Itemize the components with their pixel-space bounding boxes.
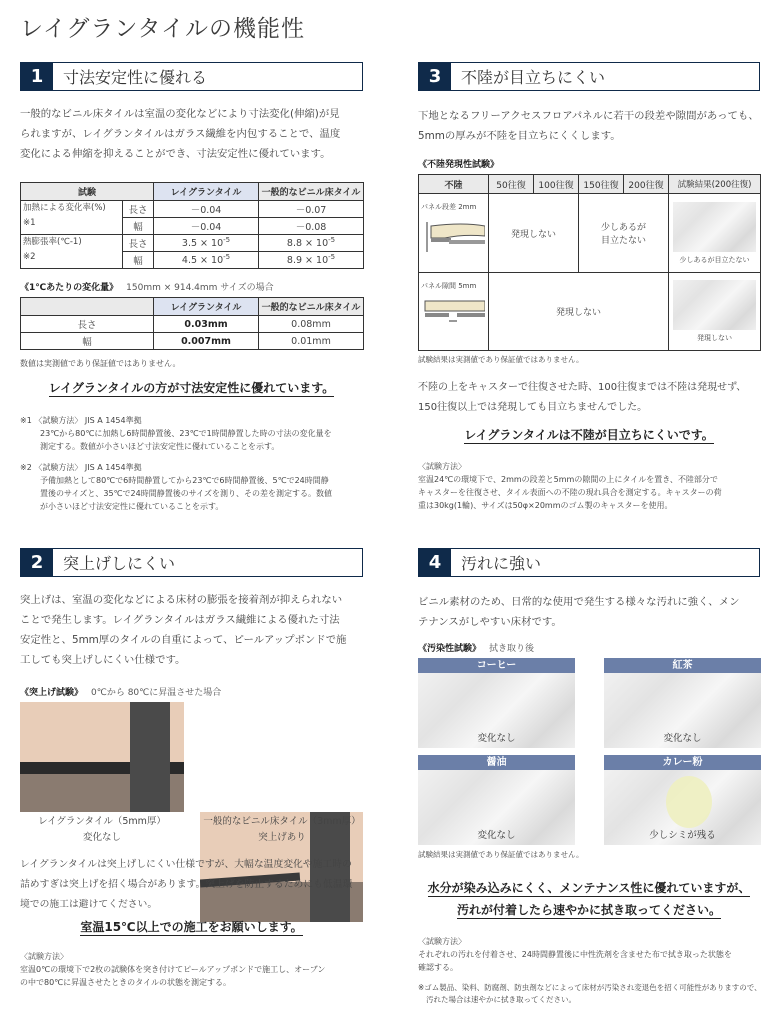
cell: 長さ xyxy=(21,316,154,333)
row-group xyxy=(21,235,123,269)
test-label xyxy=(20,685,221,698)
col-header: レイグランタイル xyxy=(154,298,259,316)
stain-tile-curry xyxy=(604,755,761,845)
caption-text: 一般的なビニル床タイル（3mm厚） xyxy=(203,816,361,827)
tile-header: 醤油 xyxy=(418,755,575,770)
row-label: パネル隙間 5mm xyxy=(421,282,477,290)
text-line: 〈試験方法〉 xyxy=(418,462,466,471)
cell: －0.04 xyxy=(154,218,259,235)
col-header: 200往復 xyxy=(624,175,669,194)
cell xyxy=(154,252,259,269)
group-note: ※1 xyxy=(23,218,36,228)
cell: 幅 xyxy=(123,252,154,269)
s2-method xyxy=(20,950,390,989)
col-header: レイグランタイル xyxy=(154,183,259,201)
photo-caption xyxy=(192,814,372,846)
tile-result: 少しシミが残る xyxy=(649,830,716,841)
conclusion-text: レイグランタイルは不陸が目立ちにくいです。 xyxy=(464,428,714,442)
s4-intro xyxy=(418,592,778,632)
conclusion-text: 水分が染み込みにくく、メンテナンス性に優れていますが、 xyxy=(427,881,751,895)
caption-text: レイグランタイル（5mm厚） xyxy=(38,816,166,827)
photo-caption: 少しあるが目立たない xyxy=(679,255,750,264)
text-line: ※1 〈試験方法〉 JIS A 1454準拠 xyxy=(20,416,142,425)
tile-photo xyxy=(418,770,575,845)
caption-result: 変化なし xyxy=(82,832,121,843)
label-sub: 拭き取り後 xyxy=(489,644,535,654)
section-2-header xyxy=(20,548,363,577)
value: 8.8 × 10 xyxy=(286,238,329,250)
col-header: 一般的なビニル床タイル xyxy=(259,298,364,316)
cell: 幅 xyxy=(21,333,154,350)
photo-caption xyxy=(20,814,184,846)
value: 8.9 × 10 xyxy=(286,255,329,267)
text-line: 下地となるフリーアクセスフロアパネルに若干の段差や隙間があっても、 xyxy=(418,110,759,122)
exponent: -5 xyxy=(223,253,231,262)
tile-result: 変化なし xyxy=(663,733,702,744)
section-number: 1 xyxy=(21,63,53,90)
text-line: 一般的なビニル床タイルは室温の変化などにより寸法変化(伸縮)が見 xyxy=(20,108,340,120)
cell xyxy=(259,235,364,252)
col-header: 150往復 xyxy=(579,175,624,194)
cell: －0.08 xyxy=(259,218,364,235)
disclaimer-note: 試験結果は実測値であり保証値ではありません。 xyxy=(418,850,584,859)
col-header: 100往復 xyxy=(534,175,579,194)
cell: 0.03mm xyxy=(154,316,259,333)
text-line: レイグランタイルは突上げしにくい仕様ですが、大幅な温度変化や施工時の xyxy=(20,859,352,870)
cell: 幅 xyxy=(123,218,154,235)
result-photo xyxy=(673,280,756,330)
disclaimer-note: 試験結果は実測値であり保証値ではありません。 xyxy=(418,355,584,364)
col-header: 一般的なビニル床タイル xyxy=(259,183,364,201)
conclusion-text: レイグランタイルの方が寸法安定性に優れています。 xyxy=(48,381,335,395)
cell: 0.08mm xyxy=(259,316,364,333)
dimension-stability-table xyxy=(20,182,364,269)
panel-gap-diagram xyxy=(423,291,485,331)
text-line: ※ゴム製品、染料、防腐剤、防虫剤などによって床材が汚染され変退色を招く可能性がありますので、 xyxy=(418,983,762,992)
section-title: 突上げしにくい xyxy=(63,554,176,573)
text-line: 工しても突上げしにくい仕様です。 xyxy=(20,654,186,666)
text-line: ことで発生します。レイグランタイルはガラス繊維による優れた寸法 xyxy=(20,614,340,626)
text-line: ビニル素材のため、日常的な使用で発生する様々な汚れに強く、メン xyxy=(418,596,740,608)
tile-header: コーヒー xyxy=(418,658,575,673)
text-line: 変化による伸縮を抑えることができ、寸法安定性に優れています。 xyxy=(20,148,331,160)
conclusion-text: 室温15℃以上での施工をお願いします。 xyxy=(80,920,303,934)
group-note: ※2 xyxy=(23,252,36,262)
cell: 長さ xyxy=(123,235,154,252)
text-line: が小さいほど寸法安定性に優れていることを示す。 xyxy=(40,502,224,511)
col-header xyxy=(21,298,154,316)
tile-header: カレー粉 xyxy=(604,755,761,770)
text-line: 5mmの厚みが不陸を目立ちにくくします。 xyxy=(418,130,621,142)
cell: 長さ xyxy=(123,201,154,218)
text-line: 測定する。数値が小さいほど寸法安定性に優れていることを示す。 xyxy=(40,442,280,451)
section-1-header xyxy=(20,62,363,91)
section-number: 3 xyxy=(419,63,451,90)
change-per-degree-table xyxy=(20,297,364,350)
page-title: レイグランタイルの機能性 xyxy=(20,16,306,42)
photo-cell xyxy=(669,273,761,351)
text-line: 境での施工は避けてください。 xyxy=(20,899,158,910)
text-line: 詰めすぎは突上げを招く場合があります。突上げを防止するためにも低温環 xyxy=(20,879,353,890)
cell: －0.07 xyxy=(259,201,364,218)
photo-cell xyxy=(669,194,761,273)
test-label xyxy=(418,641,534,654)
result-photo xyxy=(673,202,756,252)
table-label: 《不陸発現性試験》 xyxy=(418,160,500,170)
text-line: 不陸の上をキャスターで往復させた時、100往復までは不陸は発現せず、 xyxy=(418,382,747,393)
conclusion xyxy=(20,917,363,937)
disclaimer-note: 数値は実測値であり保証値ではありません。 xyxy=(20,359,181,368)
footnote-1 xyxy=(20,414,390,453)
section-number: 4 xyxy=(419,549,451,576)
result-cell: 少しあるが 目立たない xyxy=(579,194,669,273)
cell xyxy=(259,252,364,269)
text-line: 23℃から80℃に加熱し6時間静置後、23℃で1時間静置した時の寸法の変化量を xyxy=(40,429,332,438)
value: 3.5 × 10 xyxy=(181,238,224,250)
text-line: の中で80℃に昇温させたときのタイルの状態を測定する。 xyxy=(20,978,232,987)
text-line: 確認する。 xyxy=(418,963,458,972)
tile-photo xyxy=(604,770,761,845)
row-group xyxy=(21,201,123,235)
text-line: 汚れた場合は速やかに拭き取ってください。 xyxy=(426,995,576,1004)
col-header: 試験 xyxy=(21,183,154,201)
section-title: 汚れに強い xyxy=(461,554,542,573)
step-cell xyxy=(419,194,489,273)
text-line: 〈試験方法〉 xyxy=(20,952,68,961)
s2-intro xyxy=(20,590,390,670)
label-text: 《突上げ試験》 xyxy=(20,688,84,698)
text-line: 〈試験方法〉 xyxy=(418,937,466,946)
conclusion xyxy=(20,378,363,398)
text-line: 置後のサイズと、35℃で24時間静置後のサイズを測り、その差を測定する。数値 xyxy=(40,489,333,498)
stain-tile-coffee xyxy=(418,658,575,748)
result-cell: 発現しない xyxy=(489,273,669,351)
text-line: 突上げは、室温の変化などによる床材の膨張を接着剤が抑えられない xyxy=(20,594,343,606)
cell xyxy=(154,235,259,252)
cell: －0.04 xyxy=(154,201,259,218)
text-line: ※2 〈試験方法〉 JIS A 1454準拠 xyxy=(20,463,142,472)
label-text: 《汚染性試験》 xyxy=(418,644,482,654)
s1-intro xyxy=(20,104,390,164)
stain-tile-tea xyxy=(604,658,761,748)
col-header: 50往復 xyxy=(489,175,534,194)
label-sub: 150mm × 914.4mm サイズの場合 xyxy=(126,283,274,293)
s3-intro xyxy=(418,106,778,146)
text-line: 150往復以上では発現しても目立ちませんでした。 xyxy=(418,402,648,413)
text-line: テナンスがしやすい床材です。 xyxy=(418,616,562,628)
section-title: 寸法安定性に優れる xyxy=(63,68,208,87)
s2-body xyxy=(20,855,390,915)
text-line: キャスターを往復させ、タイル表面への不陸の現れ具合を測定する。キャスターの荷 xyxy=(418,488,722,497)
label-sub: 0℃から 80℃に昇温させた場合 xyxy=(91,688,222,698)
row-label: パネル段差 2mm xyxy=(421,203,477,211)
stain-spot xyxy=(666,776,712,828)
photo-reigran-tile xyxy=(20,702,184,812)
conclusion-text: 汚れが付着したら速やかに拭き取ってください。 xyxy=(456,903,721,917)
s4-method xyxy=(418,935,778,974)
s3-body xyxy=(418,378,778,418)
exponent: -5 xyxy=(328,253,336,262)
section-title: 不陸が目立ちにくい xyxy=(461,68,606,87)
s4-caution xyxy=(418,982,778,1006)
label-text: 《1℃あたりの変化量》 xyxy=(20,283,119,293)
s3-method xyxy=(418,460,778,512)
group-label: 加熱による変化率(%) xyxy=(23,203,106,213)
panel-step-diagram xyxy=(423,212,485,252)
col-header: 試験結果(200往復) xyxy=(669,175,761,194)
text-line: 安定性と、5mm厚のタイルの自重によって、ピールアップボンドで施 xyxy=(20,634,347,646)
text-line: 室温24℃の環境下で、2mmの段差と5mmの隙間の上にタイルを置き、不陸部分で xyxy=(418,475,718,484)
gap-cell xyxy=(419,273,489,351)
result-cell: 発現しない xyxy=(489,194,579,273)
group-label: 熱膨張率(℃-1) xyxy=(23,237,82,247)
section-number: 2 xyxy=(21,549,53,576)
footnote-2 xyxy=(20,461,390,513)
cell: 0.007mm xyxy=(154,333,259,350)
text-line: 予備加熱として80℃で6時間静置してから23℃で6時間静置後、5℃で24時間静 xyxy=(40,476,329,485)
conclusion xyxy=(418,877,760,921)
tile-photo xyxy=(418,673,575,748)
section-3-header xyxy=(418,62,760,91)
conclusion xyxy=(418,425,760,445)
caption-result: 突上げあり xyxy=(258,832,306,843)
text-line: それぞれの汚れを付着させ、24時間静置後に中性洗剤を含ませた布で拭き取った状態を xyxy=(418,950,732,959)
text-line: 重は30kg(1輪)、サイズは50φ×20mmのゴム製のキャスターを使用。 xyxy=(418,501,673,510)
exponent: -5 xyxy=(223,236,231,245)
cell: 0.01mm xyxy=(259,333,364,350)
tile-photo xyxy=(604,673,761,748)
photo-caption: 発現しない xyxy=(697,334,732,342)
tile-result: 変化なし xyxy=(477,733,516,744)
tile-header: 紅茶 xyxy=(604,658,761,673)
table-label xyxy=(20,280,274,293)
section-4-header xyxy=(418,548,760,577)
text-line: られますが、レイグランタイルはガラス繊維を内包することで、温度 xyxy=(20,128,341,140)
text-line: 室温0℃の環境下で2枚の試験体を突き付けてピールアップボンドで施工し、オーブン xyxy=(20,965,326,974)
col-header: 不陸 xyxy=(419,175,489,194)
stain-tile-soy-sauce xyxy=(418,755,575,845)
tile-result: 変化なし xyxy=(477,830,516,841)
exponent: -5 xyxy=(328,236,336,245)
value: 4.5 × 10 xyxy=(181,255,224,267)
unevenness-table xyxy=(418,174,761,351)
